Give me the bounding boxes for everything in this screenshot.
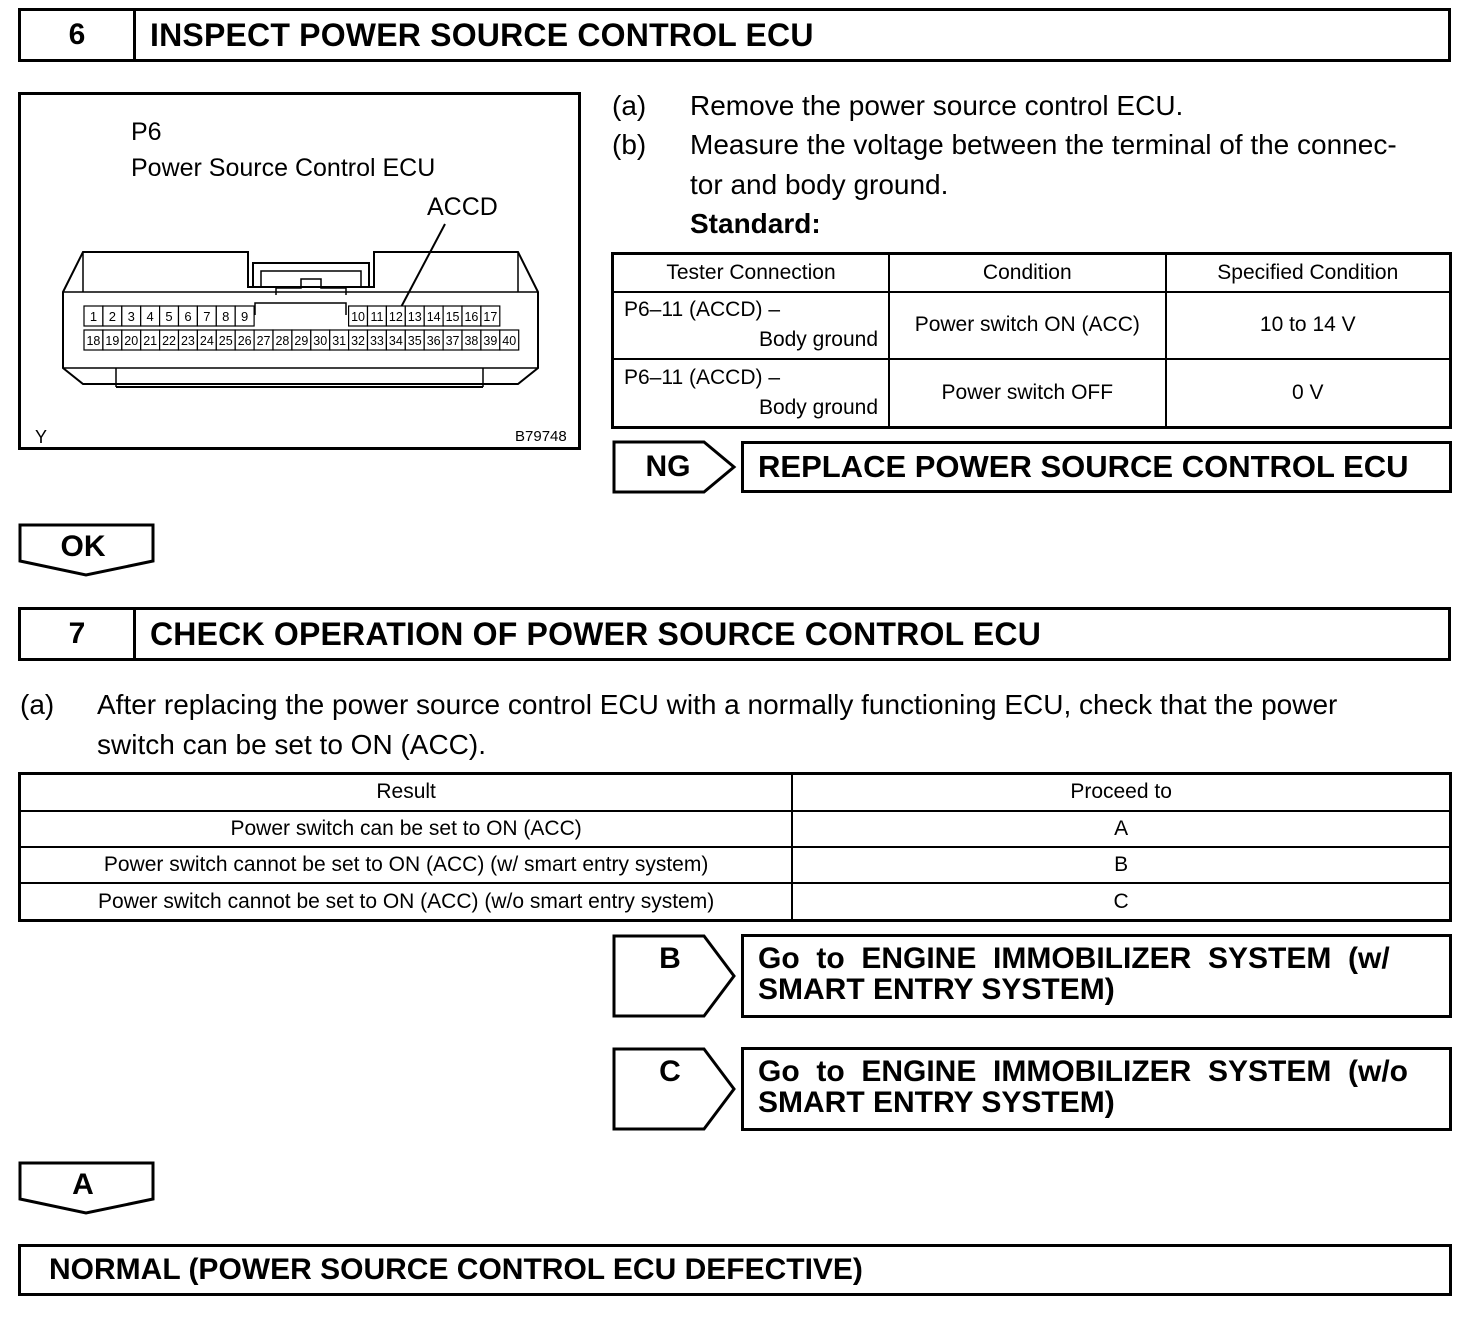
branch-b-text-line2: SMART ENTRY SYSTEM) <box>758 973 1115 1006</box>
connector-pin <box>349 330 368 350</box>
connector-pin <box>103 330 122 350</box>
connector-pin <box>103 306 122 326</box>
pin-number: 21 <box>143 334 158 348</box>
standard-table <box>611 252 1452 429</box>
step-number: 6 <box>21 11 136 59</box>
table-header: Condition <box>889 254 1166 292</box>
standard-label: Standard: <box>690 208 821 239</box>
branch-b-text-line1: Go to ENGINE IMMOBILIZER SYSTEM (w/ <box>758 942 1390 975</box>
connector-latch <box>253 263 369 287</box>
branch-b-box <box>741 934 1452 1018</box>
branch-c-text-line2: SMART ENTRY SYSTEM) <box>758 1086 1115 1119</box>
ng-action-box <box>741 441 1452 493</box>
instruction-mark: (a) <box>612 90 647 121</box>
branch-c-label: C <box>659 1055 681 1088</box>
terminal-label: ACCD <box>427 193 498 221</box>
pin-number: 15 <box>445 310 460 324</box>
pin-number: 38 <box>464 334 479 348</box>
connector-pin <box>311 330 330 350</box>
connector-pin <box>216 306 235 326</box>
connector-pin <box>235 330 254 350</box>
table-row <box>20 847 1451 883</box>
ng-arrow <box>612 440 738 494</box>
connector-pin <box>197 330 216 350</box>
table-cell <box>613 359 890 427</box>
instruction-mark: (a) <box>20 689 55 720</box>
pin-number: 34 <box>388 334 403 348</box>
connector-pin <box>292 330 311 350</box>
pin-number: 37 <box>445 334 460 348</box>
table-row <box>20 811 1451 847</box>
ok-label: OK <box>60 530 106 563</box>
instruction-text: Remove the power source control ECU. <box>690 90 1184 121</box>
tester-connection-ground: Body ground <box>758 396 879 420</box>
connector-pin <box>84 306 103 326</box>
table-header-row <box>613 254 1451 292</box>
instruction-text: tor and body ground. <box>690 169 949 200</box>
table-cell: 10 to 14 V <box>1166 292 1451 360</box>
branch-b-label: B <box>659 942 681 975</box>
connector-pin <box>368 306 387 326</box>
ng-label: NG <box>645 450 691 483</box>
component-label: Power Source Control ECU <box>131 154 436 182</box>
pin-number: 13 <box>407 310 422 324</box>
connector-pin <box>235 306 254 326</box>
result-table <box>18 772 1452 922</box>
pin-number: 11 <box>370 310 384 324</box>
connector-pin <box>443 306 462 326</box>
table-header-row <box>20 774 1451 811</box>
table-header: Proceed to <box>792 774 1450 811</box>
pin-number: 39 <box>483 334 498 348</box>
pin-number: 35 <box>407 334 422 348</box>
step-6-instruction-a <box>612 86 1452 126</box>
connector-pin <box>179 306 198 326</box>
connector-pin <box>179 330 198 350</box>
table-cell: Power switch cannot be set to ON (ACC) (w/ smart entry system) <box>20 847 793 883</box>
pin-number: 36 <box>426 334 441 348</box>
pin-number: 40 <box>502 334 517 348</box>
tester-connection: P6–11 (ACCD) – <box>624 298 781 322</box>
a-arrow <box>18 1161 156 1215</box>
tester-connection-ground: Body ground <box>758 328 879 352</box>
ok-arrow <box>18 523 156 577</box>
pin-number: 26 <box>237 334 252 348</box>
connector-pin <box>141 306 160 326</box>
pin-number: 31 <box>332 334 347 348</box>
connector-pin <box>443 330 462 350</box>
step-title: INSPECT POWER SOURCE CONTROL ECU <box>150 16 814 53</box>
connector-pin <box>424 306 443 326</box>
pin-number: 32 <box>351 334 366 348</box>
final-result-box <box>18 1244 1452 1296</box>
connector-pin <box>216 330 235 350</box>
connector-pin <box>273 330 292 350</box>
pin-number: 4 <box>146 309 154 324</box>
pin-number: 28 <box>275 334 290 348</box>
table-cell: Power switch ON (ACC) <box>889 292 1166 360</box>
connector-pin <box>424 330 443 350</box>
ng-action-text: REPLACE POWER SOURCE CONTROL ECU <box>758 449 1409 484</box>
table-cell: Power switch cannot be set to ON (ACC) (w/o smart entry system) <box>20 883 793 920</box>
pin-number: 23 <box>180 334 195 348</box>
pin-number: 8 <box>222 309 230 324</box>
branch-b-arrow <box>612 934 738 1018</box>
table-cell <box>613 292 890 360</box>
pin-number: 22 <box>162 334 177 348</box>
a-label: A <box>72 1168 94 1201</box>
table-cell: Power switch can be set to ON (ACC) <box>20 811 793 847</box>
branch-c-arrow <box>612 1047 738 1131</box>
connector-pin <box>254 330 273 350</box>
connector-pin <box>500 330 519 350</box>
pin-number: 18 <box>86 334 101 348</box>
connector-id-label: P6 <box>131 118 162 146</box>
connector-pin <box>330 330 349 350</box>
pin-number: 24 <box>199 334 214 348</box>
step-6-instruction-b <box>612 125 1452 205</box>
connector-pin <box>368 330 387 350</box>
instruction-mark: (b) <box>612 129 647 160</box>
connector-pin <box>481 330 500 350</box>
connector-pin <box>405 330 424 350</box>
connector-pin <box>405 306 424 326</box>
connector-pin <box>122 306 141 326</box>
terminal-pointer-line <box>399 224 445 311</box>
connector-pin <box>481 306 500 326</box>
corner-label: Y <box>35 427 48 447</box>
table-header: Result <box>20 774 793 811</box>
pin-number: 17 <box>483 310 498 324</box>
pin-number: 27 <box>256 334 271 348</box>
connector-pin <box>160 306 179 326</box>
instruction-text: Measure the voltage between the terminal of the connec- <box>690 129 1397 160</box>
instruction-text: switch can be set to ON (ACC). <box>97 729 487 760</box>
pin-number: 2 <box>108 309 116 324</box>
pin-number: 14 <box>426 310 441 324</box>
table-cell: C <box>792 883 1450 920</box>
pin-number: 25 <box>218 334 233 348</box>
step-7-header <box>18 607 1451 661</box>
table-header: Tester Connection <box>613 254 890 292</box>
pin-number: 30 <box>313 334 328 348</box>
table-row <box>613 359 1451 427</box>
table-header: Specified Condition <box>1166 254 1451 292</box>
pin-number: 33 <box>369 334 384 348</box>
pin-number: 19 <box>105 334 120 348</box>
pin-number: 5 <box>165 309 173 324</box>
pin-number: 16 <box>464 310 479 324</box>
step-number: 7 <box>21 610 136 658</box>
branch-c-box <box>741 1047 1452 1131</box>
step-title: CHECK OPERATION OF POWER SOURCE CONTROL ECU <box>150 615 1042 652</box>
table-cell: B <box>792 847 1450 883</box>
pin-number: 7 <box>203 309 211 324</box>
connector-pin <box>386 306 405 326</box>
connector-pin <box>122 330 141 350</box>
final-result-text: NORMAL (POWER SOURCE CONTROL ECU DEFECTIVE) <box>49 1253 863 1286</box>
connector-diagram <box>18 92 581 450</box>
connector-pin <box>84 330 103 350</box>
pin-number: 9 <box>241 309 249 324</box>
pin-number: 12 <box>388 310 403 324</box>
step-6-header <box>18 8 1451 62</box>
pin-number: 29 <box>294 334 309 348</box>
table-cell: A <box>792 811 1450 847</box>
branch-c-text-line1: Go to ENGINE IMMOBILIZER SYSTEM (w/o <box>758 1055 1408 1088</box>
connector-pin <box>197 306 216 326</box>
table-cell: Power switch OFF <box>889 359 1166 427</box>
connector-pin <box>462 306 481 326</box>
connector-pin <box>349 306 368 326</box>
connector-pin <box>386 330 405 350</box>
table-row <box>20 883 1451 920</box>
figure-code: B79748 <box>515 428 567 445</box>
pin-number: 3 <box>127 309 135 324</box>
tester-connection: P6–11 (ACCD) – <box>624 366 781 390</box>
pin-number: 6 <box>184 309 192 324</box>
pin-number: 10 <box>351 310 366 324</box>
table-row <box>613 292 1451 360</box>
connector-pin <box>160 330 179 350</box>
pin-number: 20 <box>124 334 139 348</box>
connector-pin <box>141 330 160 350</box>
step-7-instruction-a <box>20 685 1460 765</box>
connector-pin <box>462 330 481 350</box>
instruction-text: After replacing the power source control ECU with a normally functioning ECU, check that the power <box>97 689 1338 720</box>
pin-number: 1 <box>89 309 98 324</box>
table-cell: 0 V <box>1166 359 1451 427</box>
